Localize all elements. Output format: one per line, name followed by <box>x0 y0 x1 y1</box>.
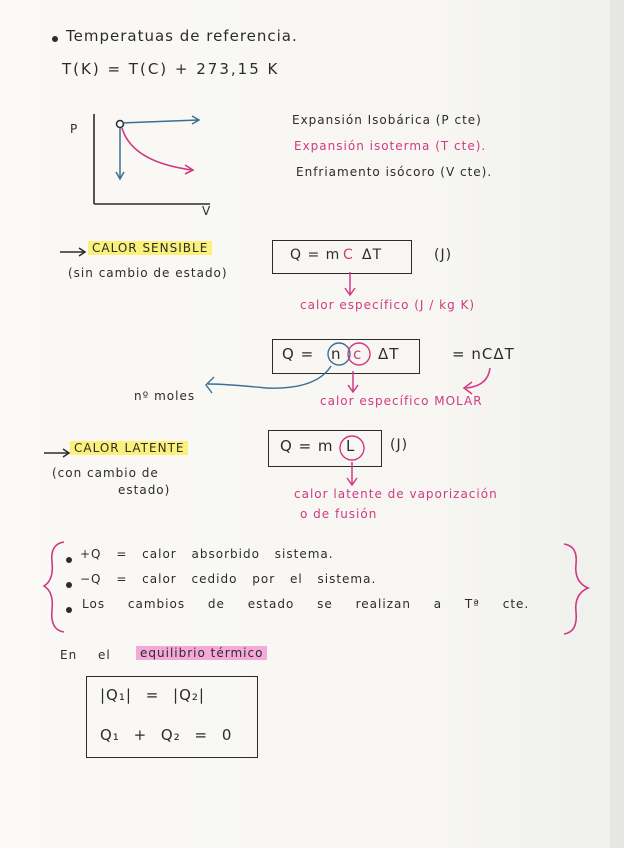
unit-joule: (J) <box>434 247 453 263</box>
temp-formula: T(K) = T(C) + 273,15 K <box>62 60 280 78</box>
bullet-dot <box>66 607 72 613</box>
equilibrio-eq2: Q₁ + Q₂ = 0 <box>100 726 233 744</box>
equiv-molar: = nCΔT <box>452 345 515 363</box>
unit-joule-latente: (J) <box>390 437 409 453</box>
calor-latente-highlight: CALOR LATENTE <box>70 441 188 455</box>
axis-v-label: V <box>202 204 212 218</box>
latent-note-1: calor latente de vaporización <box>294 487 498 501</box>
equilibrio-highlight-wrap <box>136 646 267 660</box>
page-edge <box>610 0 624 848</box>
bullet-dot <box>52 36 58 42</box>
legend-isochoric: Enfriamento isócoro (V cte). <box>296 165 493 179</box>
formula-molar-q: Q = <box>282 345 315 363</box>
pink-arrow-down <box>344 272 356 298</box>
calor-sensible-note: (sin cambio de estado) <box>68 266 228 280</box>
bullet-dot <box>66 557 72 563</box>
molar-note: calor específico MOLAR <box>320 394 483 408</box>
legend-isothermal: Expansión isoterma (T cte). <box>294 139 487 153</box>
formula-molar-c: c <box>353 345 363 363</box>
equilibrio-prefix: En el <box>60 648 111 662</box>
latent-circle <box>338 434 366 462</box>
equilibrio-eq1: |Q₁| = |Q₂| <box>100 686 205 704</box>
formula-latente-l: L <box>346 437 356 455</box>
left-brace <box>40 540 70 634</box>
specific-heat-note: calor específico (J / kg K) <box>300 298 476 312</box>
axis-p-label: P <box>70 122 79 136</box>
bullet-released: −Q = calor cedido por el sistema. <box>80 572 377 586</box>
legend-isobaric: Expansión Isobárica (P cte) <box>292 113 482 127</box>
latent-note-2: o de fusión <box>300 507 378 521</box>
arrow-icon <box>60 247 90 257</box>
formula-molar-n: n <box>331 345 342 363</box>
temp-title: Temperatuas de referencia. <box>66 27 298 45</box>
formula-sensible-c: C <box>343 247 354 263</box>
pink-arrow-molar <box>347 371 359 395</box>
formula-sensible-dt: ΔT <box>362 247 383 263</box>
pv-diagram <box>80 108 280 218</box>
moles-note: nº moles <box>134 389 196 403</box>
formula-sensible-q: Q = m <box>290 247 341 263</box>
calor-latente-note-1: (con cambio de <box>52 466 159 480</box>
bullet-dot <box>66 582 72 588</box>
formula-molar-dt: ΔT <box>378 345 400 363</box>
formula-latente-q: Q = m <box>280 437 334 455</box>
right-brace <box>560 542 594 636</box>
calor-latente-label <box>70 441 188 455</box>
bullet-absorbed: +Q = calor absorbido sistema. <box>80 547 334 561</box>
bullet-state-change: Los cambios de estado se realizan a Tª cte. <box>82 597 530 611</box>
calor-sensible-highlight: CALOR SENSIBLE <box>88 241 212 255</box>
equilibrio-highlight: equilibrio térmico <box>136 646 267 660</box>
calor-latente-note-2: estado) <box>118 483 171 497</box>
pink-arrow-equiv <box>448 366 498 396</box>
calor-sensible-label <box>88 241 212 255</box>
pink-arrow-latente <box>346 462 358 488</box>
